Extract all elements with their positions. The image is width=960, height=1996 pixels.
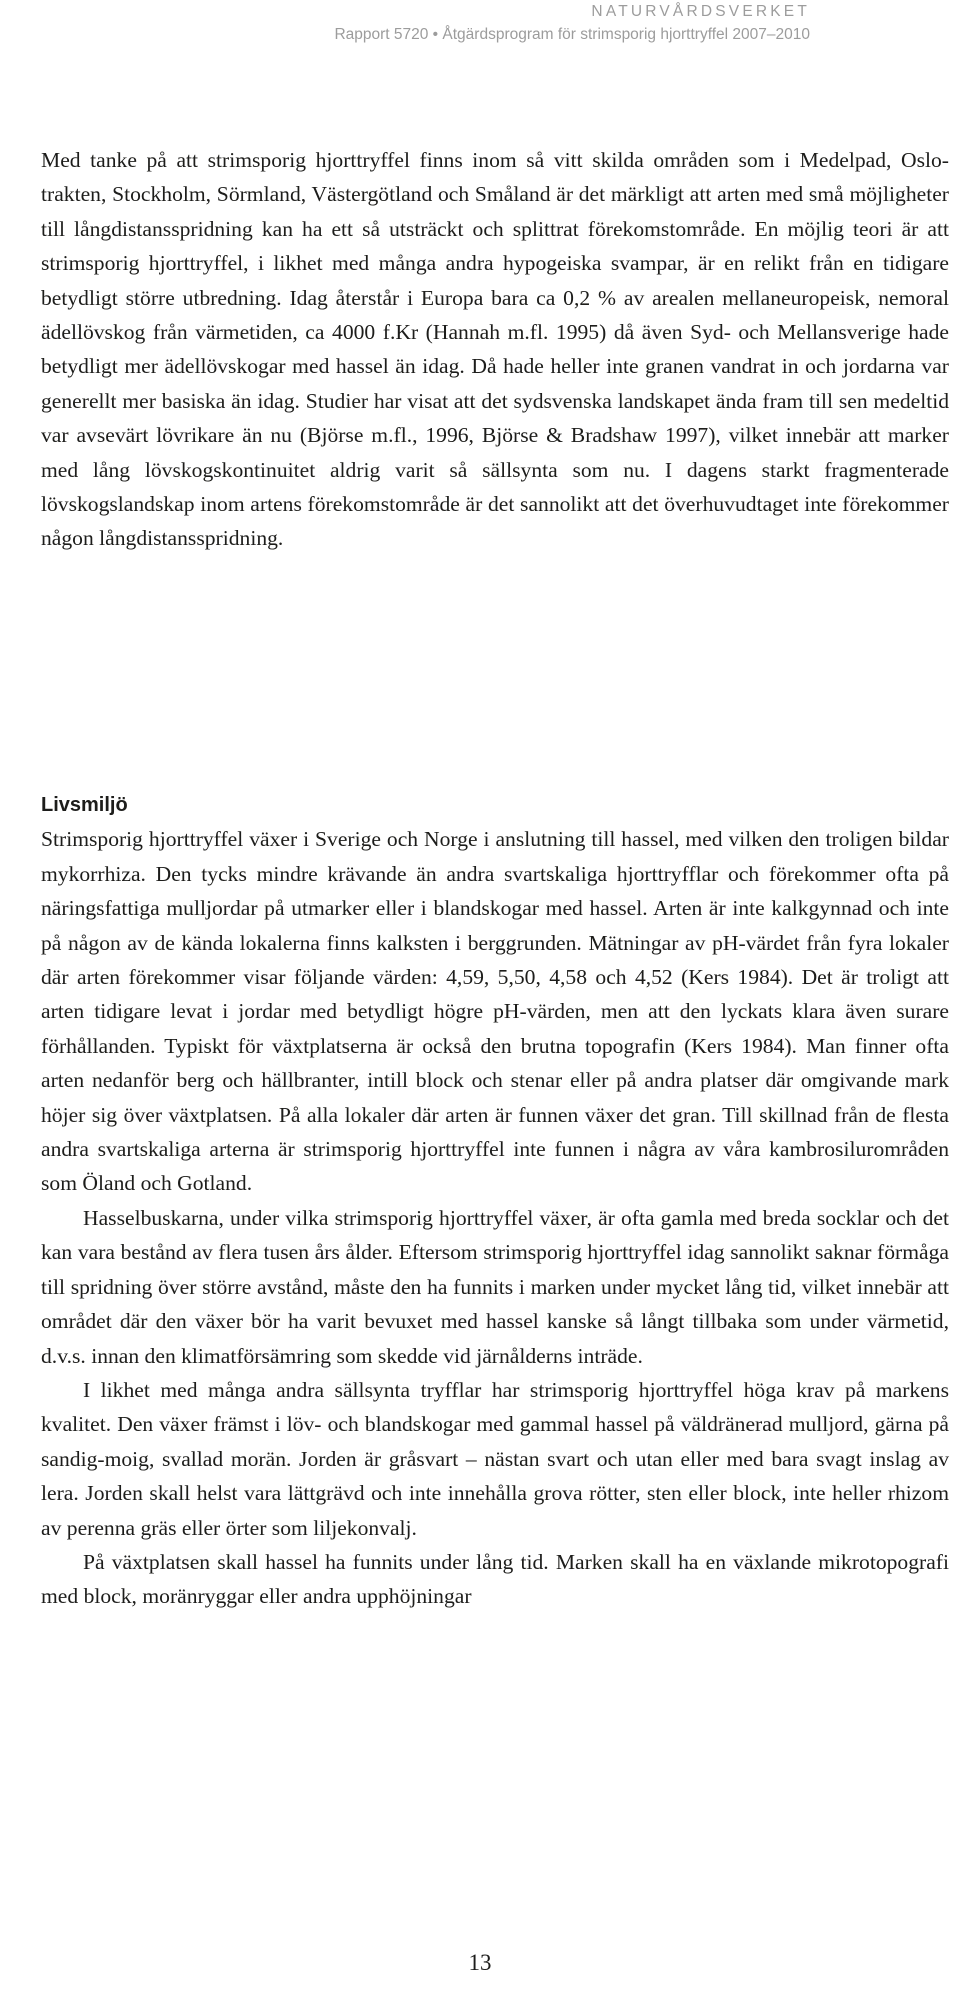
running-header: [334, 0, 810, 46]
intro-paragraph: Med tanke på att strimsporig hjorttryffel finns inom så vitt skilda områden som i Medelpad, Oslo-trakten, Stockholm, Sörmland, Västergötland och Småland är det märkligt att arten med små möjligheter till långdistansspridning kan ha ett så utsträckt och splittrat förekomstområde. En möjlig teori är att strimsporig hjorttryffel, i likhet med många andra hypogeiska svampar, är en relikt från en tidigare betydligt större utbredning. Idag återstår i Europa bara ca 0,2 % av arealen mellaneuropeisk, nemoral ädellövskog från värmetiden, ca 4000 f.Kr (Hannah m.fl. 1995) då även Syd- och Mellansverige hade betydligt mer ädellövskogar med hassel än idag. Då hade heller inte granen vandrat in och jordarna var generellt mer basiska än idag. Studier har visat att det sydsvenska landskapet ända fram till sen medeltid var avsevärt lövrikare än nu (Björse m.fl., 1996, Björse & Bradshaw 1997), vilket innebär att marker med lång lövskogskontinuitet aldrig varit så sällsynta som nu. I dagens starkt fragmenterade lövskogslandskap inom artens förekomstområde är det sannolikt att det överhuvudtaget inte förekommer någon långdistansspridning.: [41, 148, 949, 551]
page-number: 13: [468, 1950, 492, 1975]
section-paragraph: I likhet med många andra sällsynta tryfflar har strimsporig hjorttryffel höga krav på markens kvalitet. Den växer främst i löv- och blandskogar med gammal hassel på väldränerad mulljord, gärna på sandig-moig, svallad morän. Jorden är gråsvart – nästan svart och utan eller med bara svagt inslag av lera. Jorden skall helst vara lättgrävd och inte innehålla grova rötter, sten eller block, inte heller rhizom av perenna gräs eller örter som liljekonvalj.: [41, 1377, 949, 1540]
section-paragraph: På växtplatsen skall hassel ha funnits under lång tid. Marken skall ha en växlande mikrotopografi med block, moränryggar eller andra upphöjningar: [41, 1549, 949, 1609]
publisher-name: NATURVÅRDSVERKET: [591, 3, 810, 20]
section-heading: Livsmiljö: [41, 794, 128, 816]
intro-text: [41, 143, 949, 556]
section-paragraph: Strimsporig hjorttryffel växer i Sverige och Norge i anslutning till hassel, med vilken den troligen bildar mykorrhiza. Den tycks mindre krävande än andra svartskaliga hjorttryfflar och förekommer ofta på näringsfattiga mulljordar på utmarker eller i blandskogar med hassel. Arten är inte kalkgynnad och inte på någon av de kända lokalerna finns kalksten i berggrunden. Mätningar av pH-värdet från fyra lokaler där arten förekommer visar följande värden: 4,59, 5,50, 4,58 och 4,52 (Kers 1984). Det är troligt att arten tidigare levat i jordar med betydligt högre pH-värden, men att den lyckats klara även surare förhållanden. Typiskt för växtplatserna är också den brutna topografin (Kers 1984). Man finner ofta arten nedanför berg och hällbranter, intill block och stenar eller på andra platser där omgivande mark höjer sig över växtplatsen. På alla lokaler där arten är funnen växer det gran. Till skillnad från de flesta andra svartskaliga arterna är strimsporig hjorttryffel inte funnen i några av våra kambrosilurområden som Öland och Gotland.: [41, 827, 949, 1196]
report-title: Rapport 5720 • Åtgärdsprogram för strimsporig hjorttryffel 2007–2010: [334, 26, 810, 43]
section-livsmiljo: [41, 788, 949, 1614]
section-paragraph: Hasselbuskarna, under vilka strimsporig hjorttryffel växer, är ofta gamla med breda socklar och det kan vara bestånd av flera tusen års ålder. Eftersom strimsporig hjorttryffel idag sannolikt saknar förmåga till spridning över större avstånd, måste den ha funnits i marken under mycket lång tid, vilket innebär att området där den växer bör ha varit bevuxet med hassel kanske så långt tillbaka som under värmetid, d.v.s. innan den klimatförsämring som skedde vid järnålderns inträde.: [41, 1205, 949, 1368]
